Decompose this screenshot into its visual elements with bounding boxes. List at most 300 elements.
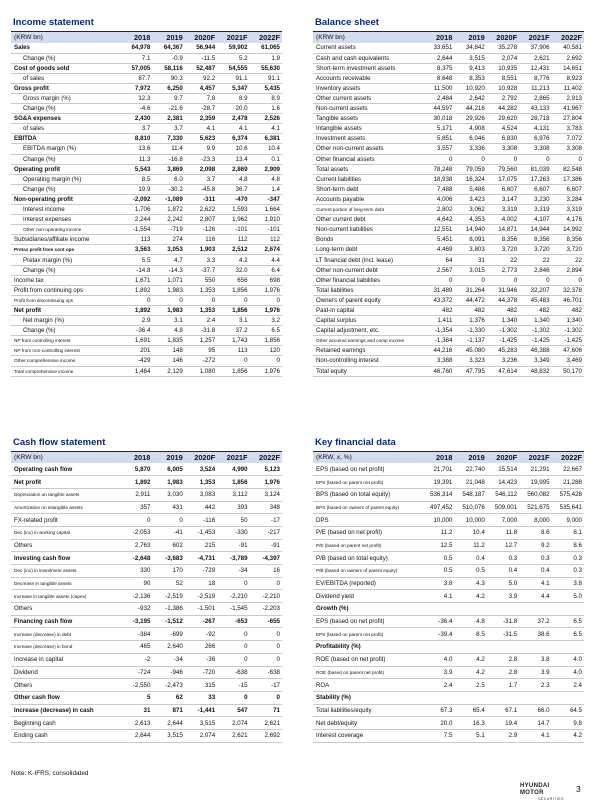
cell-value: 55,630 xyxy=(250,63,282,73)
table-row xyxy=(313,285,584,295)
balance-sheet-table xyxy=(313,32,584,377)
cell-value: 43,133 xyxy=(519,104,551,114)
year-header: 2020F xyxy=(487,32,519,43)
year-header: 2020F xyxy=(487,452,519,463)
cell-value xyxy=(422,641,454,654)
cell-value: 33 xyxy=(185,691,217,704)
table-row xyxy=(313,235,584,245)
cell-value: 9.7 xyxy=(152,93,184,103)
cell-value: -17 xyxy=(250,679,282,692)
cell-value: 12,431 xyxy=(519,63,551,73)
cell-value: 30,018 xyxy=(422,114,454,124)
table-row xyxy=(313,641,584,654)
cell-value: 5,171 xyxy=(422,124,454,134)
cell-value: 7.8 xyxy=(185,93,217,103)
cell-value: 1,671 xyxy=(120,275,152,285)
table-row xyxy=(313,73,584,83)
table-row xyxy=(11,666,282,679)
cell-value: 2,911 xyxy=(120,488,152,501)
cell-value: 1,892 xyxy=(120,285,152,295)
row-label: Increase (decrease) in bond xyxy=(11,641,120,654)
cell-value: 17,263 xyxy=(519,174,551,184)
row-label: Non-current assets xyxy=(313,104,422,114)
cell-value: 50 xyxy=(217,514,249,527)
cell-value: 4,524 xyxy=(487,124,519,134)
row-label: Investment assets xyxy=(313,134,422,144)
row-label: LT financial debt (incl. lease) xyxy=(313,255,422,265)
cell-value: 2,763 xyxy=(120,539,152,552)
row-label: Non-current liabilities xyxy=(313,225,422,235)
cell-value: 17,386 xyxy=(552,174,584,184)
year-header: 2022F xyxy=(552,32,584,43)
cell-value: 10,935 xyxy=(487,63,519,73)
cell-value: 3.7 xyxy=(185,174,217,184)
cell-value: 47,795 xyxy=(454,366,486,376)
cell-value: 4.7 xyxy=(152,255,184,265)
cell-value: -2,092 xyxy=(120,194,152,204)
cell-value: 6,607 xyxy=(519,184,551,194)
row-label: Beginning cash xyxy=(11,717,120,730)
row-label: Cash and cash equivalents xyxy=(313,53,422,63)
table-row xyxy=(313,615,584,628)
cell-value: 2,430 xyxy=(120,114,152,124)
cell-value: 34,842 xyxy=(454,43,486,53)
cell-value: 11.2 xyxy=(422,526,454,539)
row-label: Accounts receivable xyxy=(313,73,422,83)
cell-value: 21,701 xyxy=(422,463,454,476)
cell-value: 57,005 xyxy=(120,63,152,73)
cell-value: 3,469 xyxy=(552,356,584,366)
cell-value: -1,425 xyxy=(519,336,551,346)
cell-value: 18,938 xyxy=(422,174,454,184)
table-header-row xyxy=(11,452,282,463)
cell-value: 5,543 xyxy=(120,164,152,174)
table-header-row xyxy=(313,452,584,463)
cell-value: -384 xyxy=(120,628,152,641)
row-label: Long-term debt xyxy=(313,245,422,255)
row-label: EBITDA margin (%) xyxy=(11,144,120,154)
row-label: Tangible assets xyxy=(313,114,422,124)
cash-flow-panel xyxy=(11,437,282,743)
cell-value: 11.2 xyxy=(454,539,486,552)
table-row xyxy=(11,265,282,275)
row-label: Interest coverage xyxy=(313,729,422,742)
row-label: Interest income xyxy=(11,205,120,215)
table-row xyxy=(11,285,282,295)
cell-value: -347 xyxy=(250,194,282,204)
cell-value: 0 xyxy=(250,641,282,654)
cell-value: -638 xyxy=(250,666,282,679)
cell-value: 5.5 xyxy=(120,255,152,265)
year-header: 2021F xyxy=(519,452,551,463)
cell-value: 11,500 xyxy=(422,83,454,93)
cell-value: 1,257 xyxy=(185,336,217,346)
cell-value: 8,356 xyxy=(519,235,551,245)
unit-label: (KRW bn) xyxy=(11,452,120,463)
cell-value: 3,515 xyxy=(152,729,184,742)
cell-value: 2,621 xyxy=(519,53,551,63)
row-label: Total comprehensive income xyxy=(11,366,120,376)
year-header: 2020F xyxy=(185,32,217,43)
table-row xyxy=(313,603,584,616)
table-row xyxy=(313,526,584,539)
cell-value: 4,131 xyxy=(519,124,551,134)
cell-value: 0 xyxy=(422,154,454,164)
cell-value: 6,374 xyxy=(217,134,249,144)
row-label: Bonds xyxy=(313,235,422,245)
cell-value: 4.3 xyxy=(454,577,486,590)
cell-value: 2.3 xyxy=(519,679,551,692)
cell-value: 3.7 xyxy=(152,124,184,134)
cell-value: 8,000 xyxy=(519,514,551,527)
cell-value: 1,892 xyxy=(120,476,152,489)
cell-value: 4.0 xyxy=(552,666,584,679)
cell-value: 431 xyxy=(152,501,184,514)
row-label: EBITDA xyxy=(11,134,120,144)
row-label: EPS (based on parent net profit) xyxy=(313,476,422,489)
table-row xyxy=(11,104,282,114)
cell-value: 3,112 xyxy=(217,488,249,501)
year-header: 2021F xyxy=(519,32,551,43)
row-label: Current portion of long-term debt xyxy=(313,205,422,215)
row-label: Short-term debt xyxy=(313,184,422,194)
cell-value: 6,381 xyxy=(250,134,282,144)
cell-value: 1,983 xyxy=(152,285,184,295)
table-row xyxy=(11,124,282,134)
cell-value: 37.2 xyxy=(217,326,249,336)
row-label: Retained earnings xyxy=(313,346,422,356)
row-label: Change (%) xyxy=(11,104,120,114)
cell-value: 2.4 xyxy=(185,316,217,326)
year-header: 2020F xyxy=(185,452,217,463)
cell-value: 12,551 xyxy=(422,225,454,235)
row-label: Accounts payable xyxy=(313,194,422,204)
cell-value: 2,802 xyxy=(422,205,454,215)
cell-value: 0 xyxy=(217,691,249,704)
table-row xyxy=(313,366,584,376)
cell-value: 4.2 xyxy=(552,729,584,742)
cell-value: -1,302 xyxy=(552,326,584,336)
cell-value: 2,381 xyxy=(152,114,184,124)
row-label: Increase (decrease) in debt xyxy=(11,628,120,641)
cell-value: 6,046 xyxy=(454,134,486,144)
table-row xyxy=(313,305,584,315)
cell-value: 1,340 xyxy=(552,316,584,326)
cell-value: 3.9 xyxy=(487,590,519,603)
cell-value: 19.4 xyxy=(487,717,519,730)
cell-value: 3,524 xyxy=(185,463,217,476)
cell-value: 7,330 xyxy=(152,134,184,144)
cell-value: 91.1 xyxy=(217,73,249,83)
cell-value: 7,000 xyxy=(487,514,519,527)
cell-value: -311 xyxy=(185,194,217,204)
cell-value: 43,372 xyxy=(422,295,454,305)
cell-value: 20.0 xyxy=(422,717,454,730)
cell-value: 871 xyxy=(152,704,184,717)
table-row xyxy=(313,628,584,641)
cell-value: -1,302 xyxy=(519,326,551,336)
row-label: Paid-in capital xyxy=(313,305,422,315)
cell-value: 22,667 xyxy=(552,463,584,476)
cell-value: -719 xyxy=(152,225,184,235)
cell-value: 1,340 xyxy=(487,316,519,326)
cell-value: 1,856 xyxy=(250,336,282,346)
cell-value: 1,976 xyxy=(250,305,282,315)
cell-value: 64,978 xyxy=(120,43,152,53)
cell-value: -932 xyxy=(120,603,152,616)
cell-value: 4,006 xyxy=(422,194,454,204)
table-row xyxy=(313,225,584,235)
table-row xyxy=(11,43,282,53)
cell-value: 16,324 xyxy=(454,174,486,184)
cell-value: 2.8 xyxy=(487,653,519,666)
table-row xyxy=(313,476,584,489)
cell-value: 3.7 xyxy=(120,124,152,134)
table-row xyxy=(11,729,282,742)
cell-value: 4.2 xyxy=(454,590,486,603)
table-row xyxy=(313,124,584,134)
cell-value: 4.1 xyxy=(422,590,454,603)
cell-value: 2,792 xyxy=(487,93,519,103)
cell-value: 3,803 xyxy=(454,245,486,255)
cell-value: -2,648 xyxy=(120,552,152,565)
table-row xyxy=(313,245,584,255)
cell-value: -267 xyxy=(185,615,217,628)
row-label: BPS (based on owners of parent equity) xyxy=(313,501,422,514)
cell-value: 33,651 xyxy=(422,43,454,53)
row-label: Decrease in tangible assets xyxy=(11,577,120,590)
table-row xyxy=(11,539,282,552)
cell-value: 1,892 xyxy=(120,305,152,315)
balance-sheet-panel xyxy=(313,17,584,377)
cell-value: 45,080 xyxy=(454,346,486,356)
cell-value: 1,353 xyxy=(185,305,217,315)
row-label: Change (%) xyxy=(11,184,120,194)
cell-value: 5,451 xyxy=(422,235,454,245)
cell-value: 560,082 xyxy=(519,488,551,501)
table-row xyxy=(313,43,584,53)
cell-value: -30.2 xyxy=(152,184,184,194)
cell-value: -272 xyxy=(185,356,217,366)
cell-value: 1,962 xyxy=(217,215,249,225)
cell-value: 8,356 xyxy=(487,235,519,245)
cell-value: 4,176 xyxy=(552,215,584,225)
cell-value: 4.8 xyxy=(217,174,249,184)
cell-value: 497,452 xyxy=(422,501,454,514)
cell-value: 509,001 xyxy=(487,501,519,514)
unit-label: (KRW bn) xyxy=(313,32,422,43)
cell-value: 8.6 xyxy=(552,539,584,552)
cell-value: 65.4 xyxy=(454,704,486,717)
cell-value: 1,376 xyxy=(454,316,486,326)
cell-value: 10.4 xyxy=(250,144,282,154)
cell-value: -1,302 xyxy=(487,326,519,336)
cell-value: 36.7 xyxy=(217,184,249,194)
cell-value: 1,340 xyxy=(519,316,551,326)
cell-value: -1,137 xyxy=(454,336,486,346)
row-label: Other non-current assets xyxy=(313,144,422,154)
cell-value: 0.4 xyxy=(519,565,551,578)
row-label: P/B (based on owners of parent equity) xyxy=(313,565,422,578)
row-label: FX-related profit xyxy=(11,514,120,527)
cell-value: 47,606 xyxy=(552,346,584,356)
cell-value xyxy=(487,691,519,704)
cell-value: 3,720 xyxy=(519,245,551,255)
cell-value: 2,692 xyxy=(250,729,282,742)
cell-value: 13.6 xyxy=(120,144,152,154)
cell-value: -101 xyxy=(217,225,249,235)
cell-value: 7.1 xyxy=(120,53,152,63)
cell-value: 10,920 xyxy=(454,83,486,93)
cell-value xyxy=(519,641,551,654)
row-label: Investing cash flow xyxy=(11,552,120,565)
cell-value: 1,080 xyxy=(185,366,217,376)
row-label: Dec (inc) in investment assets xyxy=(11,565,120,578)
row-label: Total liabilities xyxy=(313,285,422,295)
row-label: Profitability (%) xyxy=(313,641,422,654)
table-row xyxy=(313,346,584,356)
table-row xyxy=(313,154,584,164)
cell-value: 46,701 xyxy=(552,295,584,305)
cell-value: 3.9 xyxy=(422,666,454,679)
table-row xyxy=(313,577,584,590)
cell-value: 52 xyxy=(152,577,184,590)
table-row xyxy=(313,316,584,326)
cell-value: 21,291 xyxy=(519,463,551,476)
cell-value: -91 xyxy=(250,539,282,552)
row-label: Profit from discontinuing ops xyxy=(11,295,120,305)
cell-value: 0 xyxy=(152,295,184,305)
cell-value: 3,319 xyxy=(487,205,519,215)
row-label: Other non-current debt xyxy=(313,265,422,275)
cell-value: 2,484 xyxy=(422,93,454,103)
cell-value: -39.4 xyxy=(422,628,454,641)
row-label: Other current debt xyxy=(313,215,422,225)
cell-value: 3,015 xyxy=(454,265,486,275)
table-row xyxy=(11,53,282,63)
cell-value: 8.9 xyxy=(217,93,249,103)
cell-value: 2,846 xyxy=(519,265,551,275)
cell-value: 274 xyxy=(152,235,184,245)
cell-value: 4.8 xyxy=(250,174,282,184)
row-label: Owners of parent equity xyxy=(313,295,422,305)
table-row xyxy=(313,184,584,194)
year-header: 2019 xyxy=(454,452,486,463)
cell-value: 79,059 xyxy=(454,164,486,174)
cell-value: 146 xyxy=(152,356,184,366)
cell-value: -1,545 xyxy=(217,603,249,616)
row-label: Increase in tangible assets (capex) xyxy=(11,590,120,603)
cell-value: 44,597 xyxy=(422,104,454,114)
cell-value: 14,944 xyxy=(519,225,551,235)
cell-value: 2.8 xyxy=(487,666,519,679)
cell-value: -3,789 xyxy=(217,552,249,565)
cell-value: 1,983 xyxy=(152,476,184,489)
cell-value: 656 xyxy=(217,275,249,285)
cell-value: 4,457 xyxy=(185,83,217,93)
cell-value: 17,075 xyxy=(487,174,519,184)
row-label: EV/EBITDA (reported) xyxy=(313,577,422,590)
cell-value: 3,030 xyxy=(152,488,184,501)
row-label: Other non-operating income xyxy=(11,225,120,235)
table-row xyxy=(11,501,282,514)
cell-value: 315 xyxy=(185,679,217,692)
cell-value: 45,283 xyxy=(487,346,519,356)
table-row xyxy=(11,93,282,103)
cell-value: 44,216 xyxy=(422,346,454,356)
unit-label: (KRW, x, %) xyxy=(313,452,422,463)
cell-value: 14,940 xyxy=(454,225,486,235)
row-label: Dec (inc) in working capital xyxy=(11,526,120,539)
row-label: Dividend xyxy=(11,666,120,679)
cell-value: 0 xyxy=(120,295,152,305)
cell-value: 4,353 xyxy=(454,215,486,225)
cell-value: 1,983 xyxy=(152,305,184,315)
table-row xyxy=(313,194,584,204)
cell-value xyxy=(487,603,519,616)
cell-value: 0 xyxy=(250,691,282,704)
year-header: 2018 xyxy=(422,452,454,463)
row-label: Amortization on intangible assets xyxy=(11,501,120,514)
cell-value: 1,706 xyxy=(120,205,152,215)
cell-value: 4.2 xyxy=(454,666,486,679)
cell-value: 62 xyxy=(152,691,184,704)
table-row xyxy=(11,336,282,346)
row-label: BPS (based on total equity) xyxy=(313,488,422,501)
row-label: Pretax profit from cont ops xyxy=(11,245,120,255)
row-label: Others xyxy=(11,539,120,552)
cell-value: 3,388 xyxy=(422,356,454,366)
row-label: Net margin (%) xyxy=(11,316,120,326)
row-label: Change (%) xyxy=(11,326,120,336)
cell-value: 71 xyxy=(250,704,282,717)
cell-value: 482 xyxy=(552,305,584,315)
cell-value: 6,607 xyxy=(552,184,584,194)
cell-value: 113 xyxy=(120,235,152,245)
cell-value: 3,147 xyxy=(487,194,519,204)
table-row xyxy=(11,275,282,285)
cell-value: 22 xyxy=(519,255,551,265)
cell-value: -729 xyxy=(185,565,217,578)
row-label: ROE (based on parent net profit) xyxy=(313,666,422,679)
cell-value: 393 xyxy=(217,501,249,514)
year-header: 2021F xyxy=(217,452,249,463)
cell-value: 32,207 xyxy=(519,285,551,295)
cell-value xyxy=(519,603,551,616)
cell-value: 2,074 xyxy=(185,729,217,742)
cell-value: -17 xyxy=(250,514,282,527)
cell-value: 66.0 xyxy=(519,704,551,717)
row-label: P/E (based on parent net profit) xyxy=(313,539,422,552)
cell-value: 0.3 xyxy=(519,552,551,565)
cell-value: 1.6 xyxy=(250,104,282,114)
cell-value: 3,083 xyxy=(185,488,217,501)
cell-value: 2,129 xyxy=(152,366,184,376)
cell-value: 91.1 xyxy=(250,73,282,83)
cell-value: 44,378 xyxy=(487,295,519,305)
cell-value: 3,319 xyxy=(552,205,584,215)
table-row xyxy=(11,63,282,73)
cell-value: 2.9 xyxy=(487,729,519,742)
cell-value: -101 xyxy=(250,225,282,235)
row-label: Depreciation on tangible assets xyxy=(11,488,120,501)
cell-value: 0 xyxy=(519,154,551,164)
cell-value: 14,651 xyxy=(552,63,584,73)
cell-value: 116 xyxy=(185,235,217,245)
cell-value: 32.0 xyxy=(217,265,249,275)
cell-value: 50,170 xyxy=(552,366,584,376)
cell-value: 4.8 xyxy=(152,326,184,336)
